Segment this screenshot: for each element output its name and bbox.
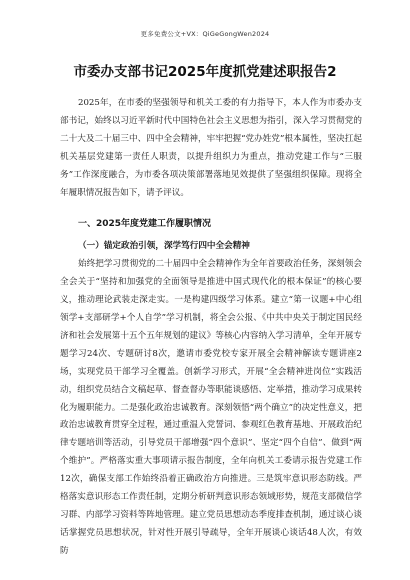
section-heading: 一、2025年度党建工作履职情况 <box>78 219 212 230</box>
document-title: 市委办支部书记2025年度抓党建述职报告2 <box>73 64 337 80</box>
intro-paragraph: 2025年，在市委的坚强领导和机关工委的有力指导下，本人作为市委办支部书记，始终以习近平新时代中国特色社会主义思想为指引，深入学习贯彻党的二十大及二十届三中、四中全会精神，牢牢把握“党办姓党”根本属性，坚决扛起机关基层党建第一责任人职责，以提升组织力为重点，推动党建工作与“三服务”工作深度融合，为市委各项决策部署落地见效提供了坚强组织保障。现将全年履职情况报告如下，请予评议。 <box>60 98 362 198</box>
body-paragraph: 始终把学习贯彻党的二十届四中全会精神作为全年首要政治任务，深刻领会全会关于“坚持和加强党的全面领导是推进中国式现代化的根本保证”的核心要义，推动理论武装走深走实。一是构建四级学习体系。建立“第一议题+中心组领学+支部研学+个人自学”学习机制，将全会公报、《中共中央关于制定国民经济和社会发展第十五个五年规划的建议》等核心内容纳入学习清单，全年开展专题学习24次、专题研讨8次，邀请市委党校专家开展全会精神解读专题讲座2场，实现党员干部学习全覆盖。创新学习形式，开展“全会精神进岗位”实践活动，组织党员结合文稿起草、督查督办等职能谈感悟、定举措，推动学习成果转化为履职能力。二是强化政治忠诚教育。深刻领悟“两个确立”的决定性意义，把政治忠诚教育贯穿全过程，通过重温入党誓词、参观红色教育基地、开展政治纪律专题培训等活动，引导党员干部增强“四个意识”、坚定“四个自信”、做到“两个维护”。严格落实重大事项请示报告制度，全年向机关工委请示报告党建工作12次，确保支部工作始终沿着正确政治方向推进。三是筑牢意识形态防线。严格落实意识形态工作责任制，定期分析研判意识形态领域形势，规范支部微信学习群、内部学习资料等阵地管理。建立党员思想动态季度排查机制，通过谈心谈话掌握党员思想状况，针对性开展引导疏导，全年开展谈心谈话48人次，有效防 <box>60 259 362 556</box>
document-body <box>60 95 362 561</box>
subsection-heading: （一）锚定政治引领，深学笃行四中全会精神 <box>78 241 250 252</box>
header-note: 更多免费公文+VX：QiGeGongWen2024 <box>140 30 270 38</box>
